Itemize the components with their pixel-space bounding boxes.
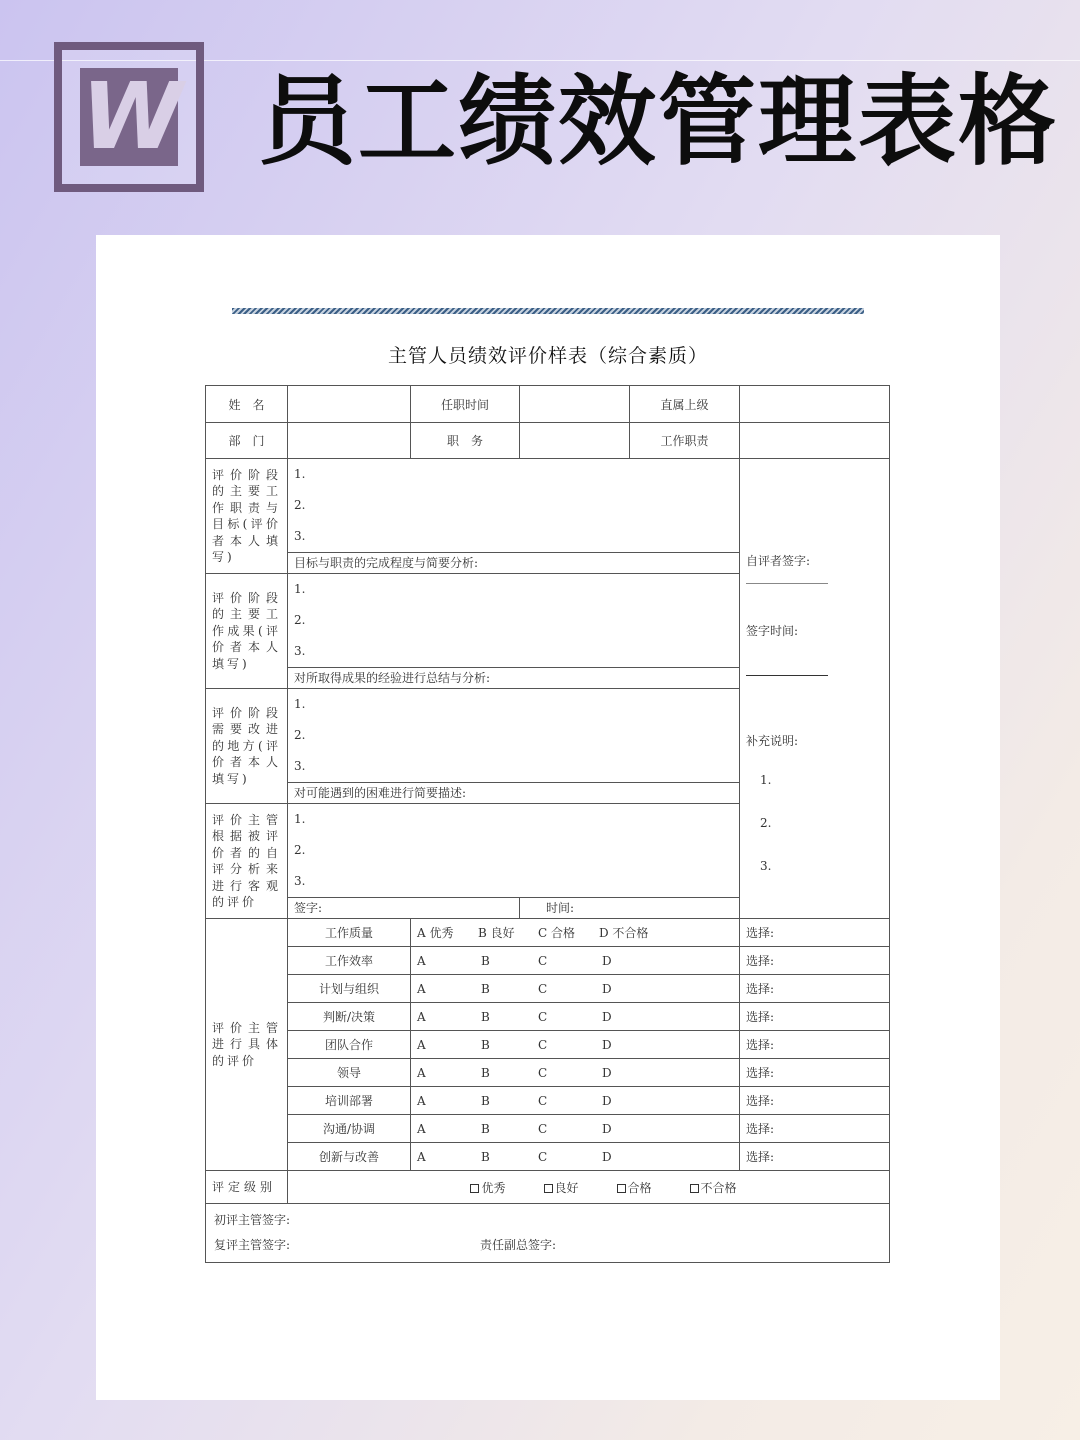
choose-label[interactable]: 选择: [740, 1059, 890, 1087]
option-d[interactable]: D [602, 981, 612, 996]
rating-row [206, 1003, 890, 1031]
rating-item: 判断/决策 [288, 1003, 411, 1031]
list-item: 3. [294, 759, 306, 773]
manager-sign-label[interactable]: 签字: [288, 898, 520, 919]
option-c[interactable]: C [538, 1065, 548, 1080]
position-label: 职 务 [411, 423, 520, 459]
list-item: 2. [294, 728, 306, 742]
rating-item: 培训部署 [288, 1087, 411, 1115]
rating-options[interactable] [411, 1087, 740, 1115]
option-b[interactable]: B [481, 1149, 490, 1164]
option-d[interactable]: D 不合格 [599, 926, 649, 940]
grade-options [288, 1171, 890, 1204]
list-item: 3. [294, 529, 306, 543]
list-item: 2. [294, 843, 306, 857]
option-d[interactable]: D [602, 953, 612, 968]
option-c[interactable]: C [538, 1149, 548, 1164]
section-items[interactable] [288, 804, 740, 898]
self-sign-label: 自评者签字: [746, 553, 811, 568]
supplement-label: 补充说明: [746, 733, 799, 748]
info-row-1 [206, 386, 890, 423]
list-item: 3. [294, 874, 306, 888]
option-a[interactable]: A [417, 981, 426, 996]
signature-row [206, 1204, 890, 1263]
rating-row [206, 1115, 890, 1143]
option-c[interactable]: C [538, 981, 548, 996]
option-b[interactable]: B [481, 981, 490, 996]
superior-field[interactable] [740, 386, 890, 423]
option-b[interactable]: B [481, 1121, 490, 1136]
rating-options[interactable] [411, 1143, 740, 1171]
rating-options[interactable] [411, 1059, 740, 1087]
list-item: 1. [294, 582, 306, 596]
checkbox-icon[interactable] [470, 1184, 479, 1193]
option-a[interactable]: A [417, 1121, 426, 1136]
sign-time-label: 签字时间: [746, 623, 799, 638]
word-icon: W [81, 63, 177, 170]
checkbox-icon[interactable] [544, 1184, 553, 1193]
manager-time-label[interactable]: 时间: [520, 898, 740, 919]
section-note[interactable]: 目标与职责的完成程度与简要分析: [288, 553, 740, 574]
choose-label[interactable]: 选择: [740, 1143, 890, 1171]
option-b[interactable]: B [481, 953, 490, 968]
choose-label[interactable]: 选择: [740, 1087, 890, 1115]
grade-option-fail[interactable]: 不合格 [690, 1179, 737, 1196]
rating-options[interactable] [411, 947, 740, 975]
supplement-list[interactable] [746, 759, 883, 888]
option-a[interactable]: A [417, 1093, 426, 1108]
rating-options[interactable] [411, 919, 740, 947]
option-a[interactable]: A [417, 953, 426, 968]
section-items[interactable] [288, 574, 740, 668]
list-item: 2. [294, 498, 306, 512]
rating-item: 工作质量 [288, 919, 411, 947]
rating-item: 团队合作 [288, 1031, 411, 1059]
rating-section-label: 评价主管进行具体的评价 [206, 919, 288, 1171]
option-a[interactable]: A [417, 1009, 426, 1024]
rating-item: 沟通/协调 [288, 1115, 411, 1143]
choose-label[interactable]: 选择: [740, 1031, 890, 1059]
grade-row [206, 1171, 890, 1204]
choose-label[interactable]: 选择: [740, 975, 890, 1003]
grade-label: 评定级别 [206, 1171, 288, 1204]
superior-label: 直属上级 [630, 386, 740, 423]
section-label: 评价阶段需要改进的地方(评价者本人填写) [206, 689, 288, 804]
decorative-rule [232, 308, 864, 314]
dept-label: 部 门 [206, 423, 288, 459]
list-item: 1. [294, 812, 306, 826]
rating-options[interactable] [411, 1115, 740, 1143]
rating-item: 计划与组织 [288, 975, 411, 1003]
choose-label[interactable]: 选择: [740, 947, 890, 975]
list-item: 3. [294, 644, 306, 658]
rating-item: 工作效率 [288, 947, 411, 975]
rating-row [206, 1143, 890, 1171]
option-c[interactable]: C [538, 1093, 548, 1108]
section-label: 评价主管根据被评价者的自评分析来进行客观的评价 [206, 804, 288, 919]
checkbox-icon[interactable] [690, 1184, 699, 1193]
page-title: 员工绩效管理表格 [258, 65, 1059, 179]
option-d[interactable]: D [602, 1065, 612, 1080]
section-label: 评价阶段的主要工作成果(评价者本人填写) [206, 574, 288, 689]
section-items[interactable] [288, 689, 740, 783]
option-a[interactable]: A [417, 1149, 426, 1164]
list-item: 3. [760, 858, 772, 873]
rating-row [206, 919, 890, 947]
form-title: 主管人员绩效评价样表（综合素质） [387, 345, 708, 367]
list-item: 1. [294, 697, 306, 711]
rating-row [206, 1031, 890, 1059]
tenure-field[interactable] [520, 386, 630, 423]
rating-row [206, 947, 890, 975]
rating-row [206, 1059, 890, 1087]
option-b[interactable]: B [481, 1009, 490, 1024]
checkbox-icon[interactable] [617, 1184, 626, 1193]
section-label: 评价阶段的主要工作职责与目标(评价者本人填写) [206, 459, 288, 574]
option-b[interactable]: B [481, 1065, 490, 1080]
rating-item: 创新与改善 [288, 1143, 411, 1171]
section-row [206, 459, 890, 553]
tenure-label: 任职时间 [411, 386, 520, 423]
choose-label[interactable]: 选择: [740, 919, 890, 947]
list-item: 2. [760, 815, 772, 830]
name-field[interactable] [288, 386, 411, 423]
rating-item: 领导 [288, 1059, 411, 1087]
section-note[interactable]: 对可能遇到的困难进行简要描述: [288, 783, 740, 804]
option-b[interactable]: B [481, 1037, 490, 1052]
choose-label[interactable]: 选择: [740, 1115, 890, 1143]
rating-options[interactable] [411, 1031, 740, 1059]
signature-block [206, 1204, 890, 1263]
rating-options[interactable] [411, 1003, 740, 1031]
rating-row [206, 1087, 890, 1115]
option-c[interactable]: C 合格 [538, 926, 575, 940]
option-d[interactable]: D [602, 1009, 612, 1024]
option-b[interactable]: B [481, 1093, 490, 1108]
option-d[interactable]: D [602, 1121, 612, 1136]
section-note[interactable]: 对所取得成果的经验进行总结与分析: [288, 668, 740, 689]
option-c[interactable]: C [538, 1009, 548, 1024]
choose-label[interactable]: 选择: [740, 1003, 890, 1031]
option-a[interactable]: A 优秀 [417, 926, 454, 940]
evaluation-form-table [205, 385, 890, 1263]
option-d[interactable]: D [602, 1093, 612, 1108]
list-item: 1. [294, 467, 306, 481]
option-c[interactable]: C [538, 1121, 548, 1136]
list-item: 1. [760, 772, 772, 787]
document-page [96, 235, 1000, 1400]
option-a[interactable]: A [417, 1065, 426, 1080]
rating-options[interactable] [411, 975, 740, 1003]
word-logo [54, 42, 204, 192]
list-item: 2. [294, 613, 306, 627]
initial-sign-label[interactable]: 初评主管签字: [214, 1213, 291, 1227]
option-b[interactable]: B 良好 [478, 926, 515, 940]
duty-field[interactable] [740, 423, 890, 459]
rating-row [206, 975, 890, 1003]
position-field[interactable] [520, 423, 630, 459]
option-d[interactable]: D [602, 1149, 612, 1164]
option-c[interactable]: C [538, 953, 548, 968]
self-review-column [740, 459, 890, 919]
dept-field[interactable] [288, 423, 411, 459]
name-label: 姓 名 [206, 386, 288, 423]
option-a[interactable]: A [417, 1037, 426, 1052]
review-sign-label[interactable]: 复评主管签字: [214, 1238, 291, 1252]
info-row-2 [206, 423, 890, 459]
grade-option-good[interactable]: 良好 [544, 1179, 579, 1196]
vp-sign-label[interactable]: 责任副总签字: [480, 1238, 557, 1252]
grade-option-pass[interactable]: 合格 [617, 1179, 652, 1196]
option-d[interactable]: D [602, 1037, 612, 1052]
section-items[interactable] [288, 459, 740, 553]
duty-label: 工作职责 [630, 423, 740, 459]
option-c[interactable]: C [538, 1037, 548, 1052]
grade-option-excellent[interactable]: 优秀 [470, 1179, 505, 1196]
